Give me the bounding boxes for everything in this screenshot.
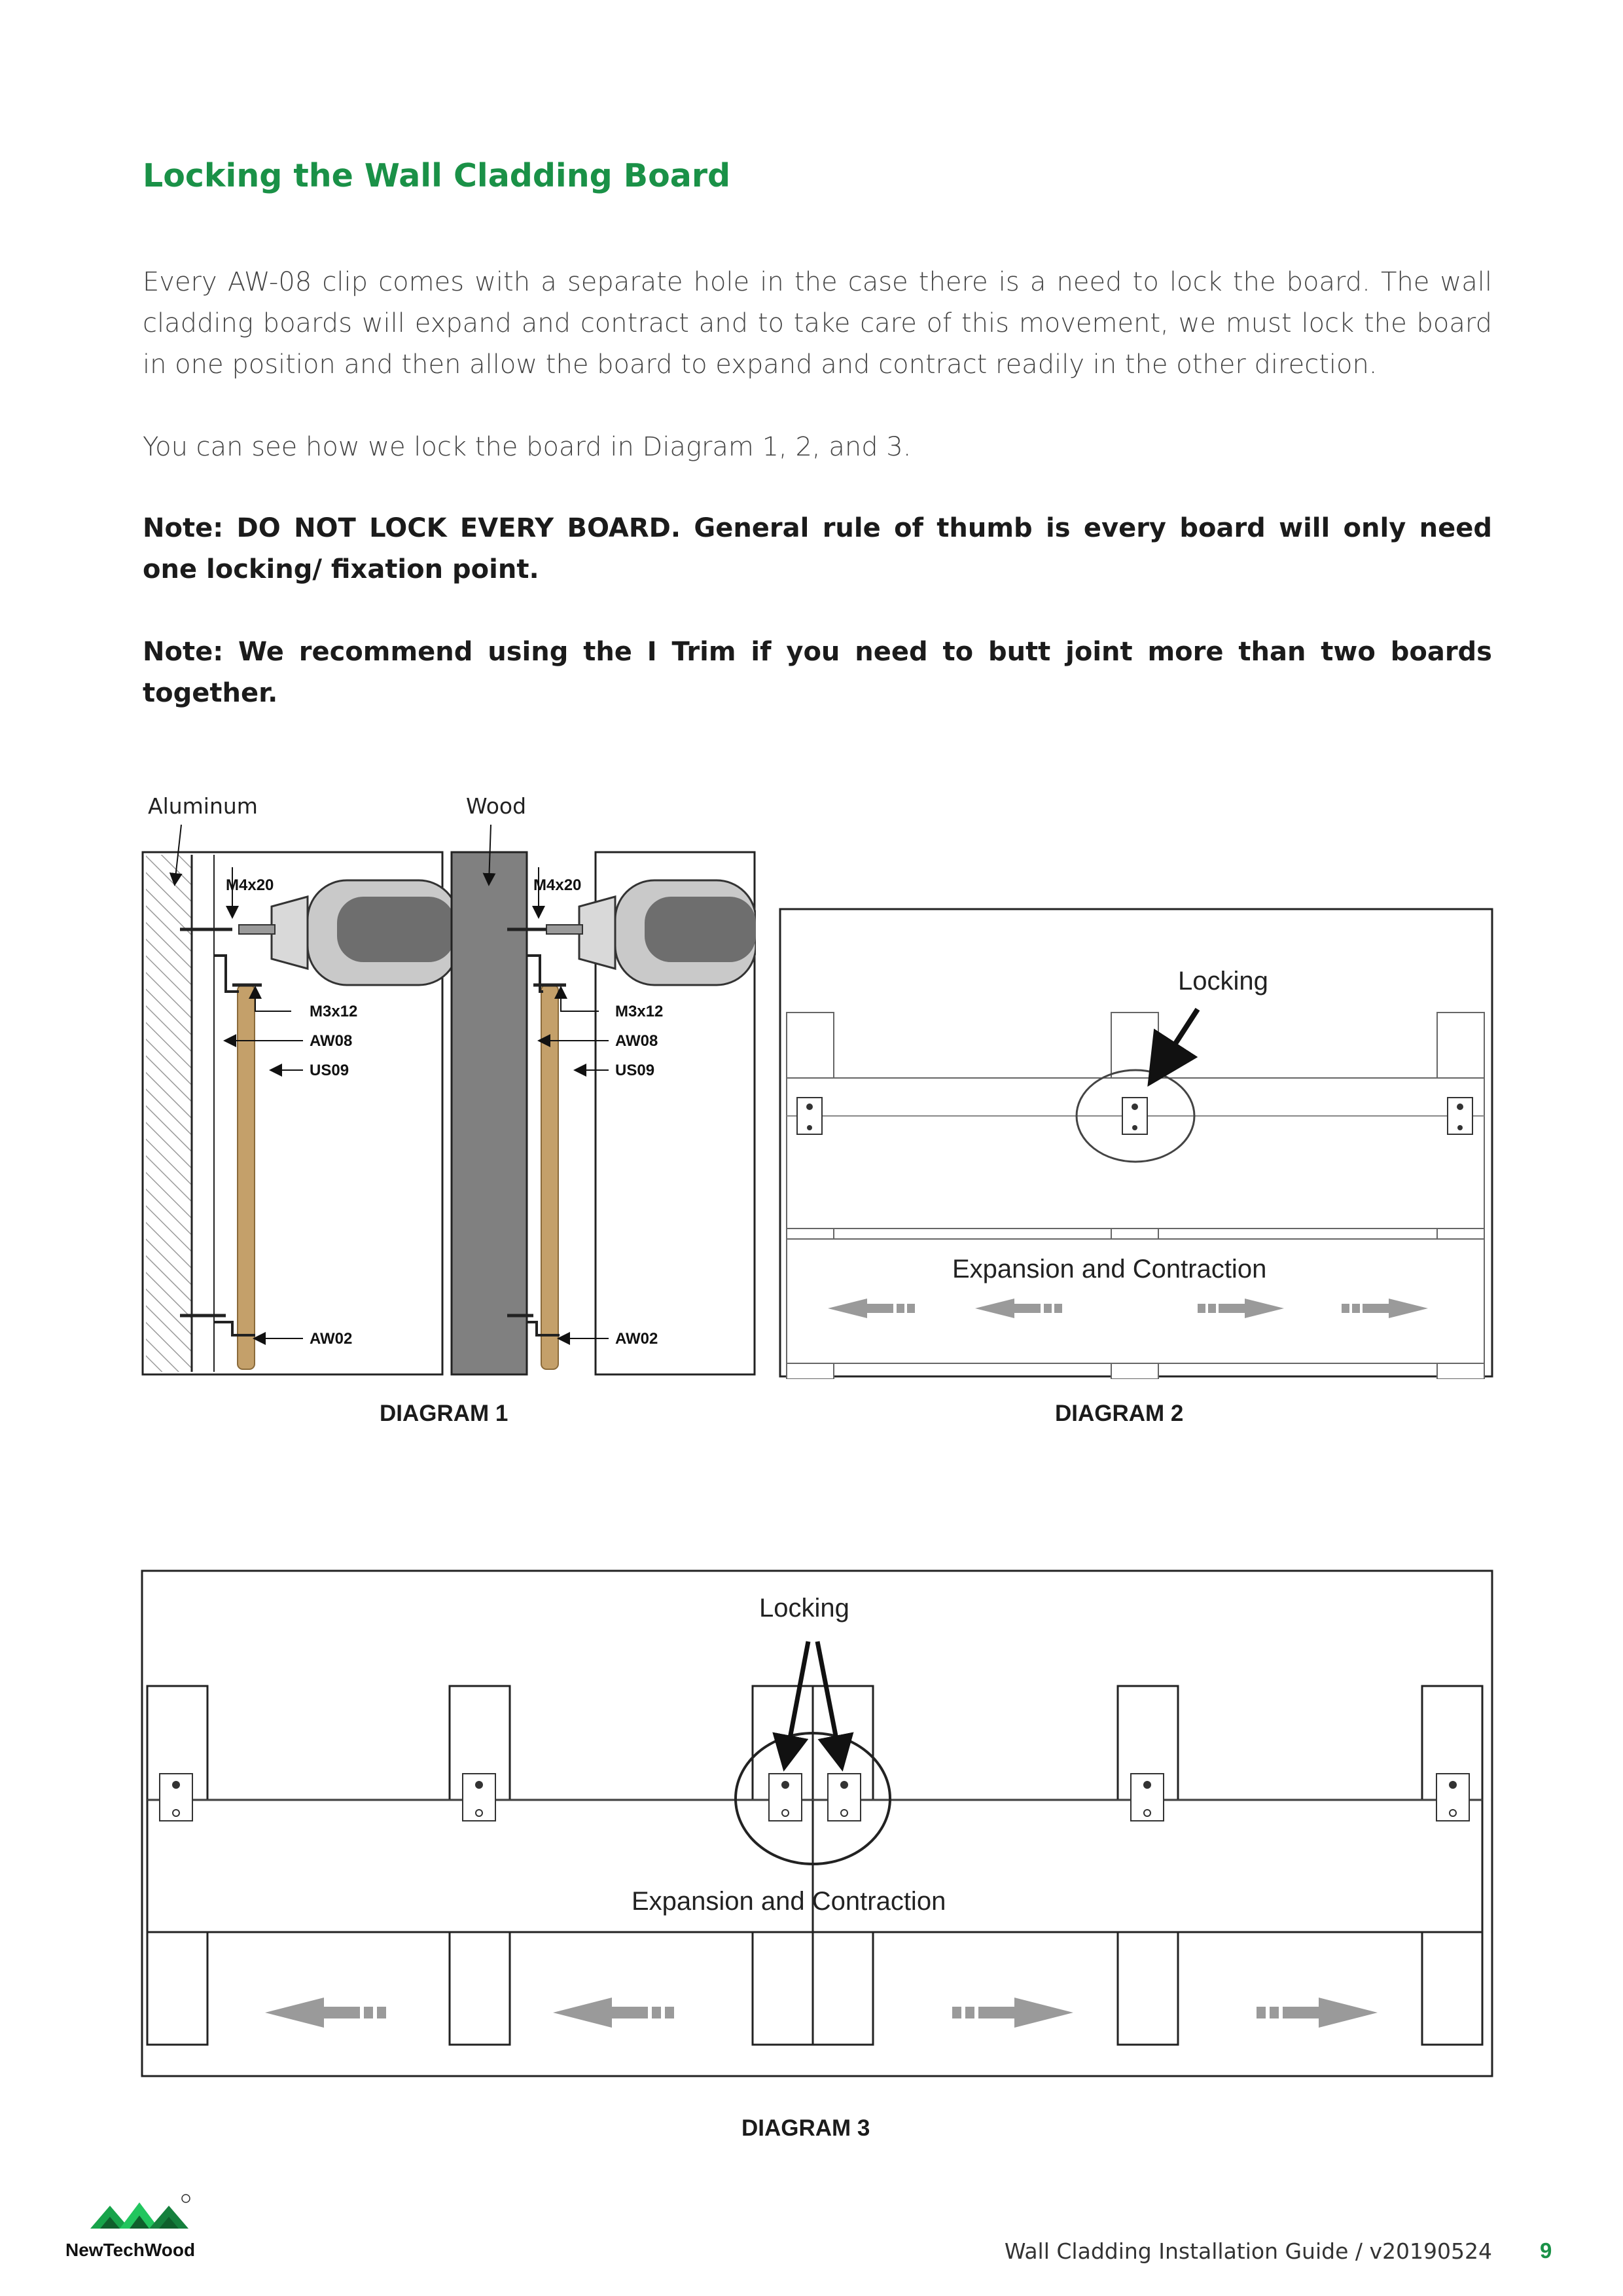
brand-name: NewTechWood xyxy=(65,2240,196,2260)
newtechwood-logo-icon xyxy=(84,2189,202,2242)
diagram-1 xyxy=(141,818,756,1381)
clip-aw02-label: AW02 xyxy=(615,1330,658,1348)
diagram-2-caption: DIAGRAM 2 xyxy=(1055,1401,1184,1426)
starter-us09-label: US09 xyxy=(615,1062,655,1079)
footer-guide-title: Wall Cladding Installation Guide / v20190524 xyxy=(1004,2238,1492,2264)
locking-label: Locking xyxy=(1178,967,1268,996)
screw-m3x12-label: M3x12 xyxy=(615,1003,664,1020)
clip-aw02-label: AW02 xyxy=(310,1330,353,1348)
diagram-1-caption: DIAGRAM 1 xyxy=(380,1401,508,1426)
movement-label: Expansion and Contraction xyxy=(952,1255,1267,1283)
diagram-3-caption: DIAGRAM 3 xyxy=(741,2115,870,2141)
wood-label: Wood xyxy=(466,793,527,819)
starter-us09-label: US09 xyxy=(310,1062,349,1079)
note-locking: Note: DO NOT LOCK EVERY BOARD. General rule of thumb is every board will only need one locking/ fixation point. xyxy=(143,513,1492,584)
locking-label: Locking xyxy=(759,1594,849,1623)
screw-m3x12-label: M3x12 xyxy=(310,1003,358,1020)
screw-m4x20-label: M4x20 xyxy=(533,876,582,894)
clip-aw08-label: AW08 xyxy=(310,1032,353,1050)
aluminum-label: Aluminum xyxy=(148,793,258,819)
diagram-2 xyxy=(779,908,1493,1379)
note-i-trim: Note: We recommend using the I Trim if you need to butt joint more than two boards together. xyxy=(143,637,1492,708)
clip-aw08-label: AW08 xyxy=(615,1032,658,1050)
intro-paragraph: Every AW-08 clip comes with a separate hole in the case there is a need to lock the board. The wall cladding boards will expand and contract and to take care of this movement, we must lock the board in one position and then allow the board to expand and contract readily in the other direction. xyxy=(143,267,1492,380)
page-number: 9 xyxy=(1540,2238,1552,2263)
screw-m4x20-label: M4x20 xyxy=(226,876,274,894)
movement-label: Expansion and Contraction xyxy=(632,1887,946,1916)
page-title: Locking the Wall Cladding Board xyxy=(143,157,731,194)
diagram-reference-paragraph: You can see how we lock the board in Diagram 1, 2, and 3. xyxy=(143,432,912,462)
diagram-3 xyxy=(141,1570,1493,2077)
